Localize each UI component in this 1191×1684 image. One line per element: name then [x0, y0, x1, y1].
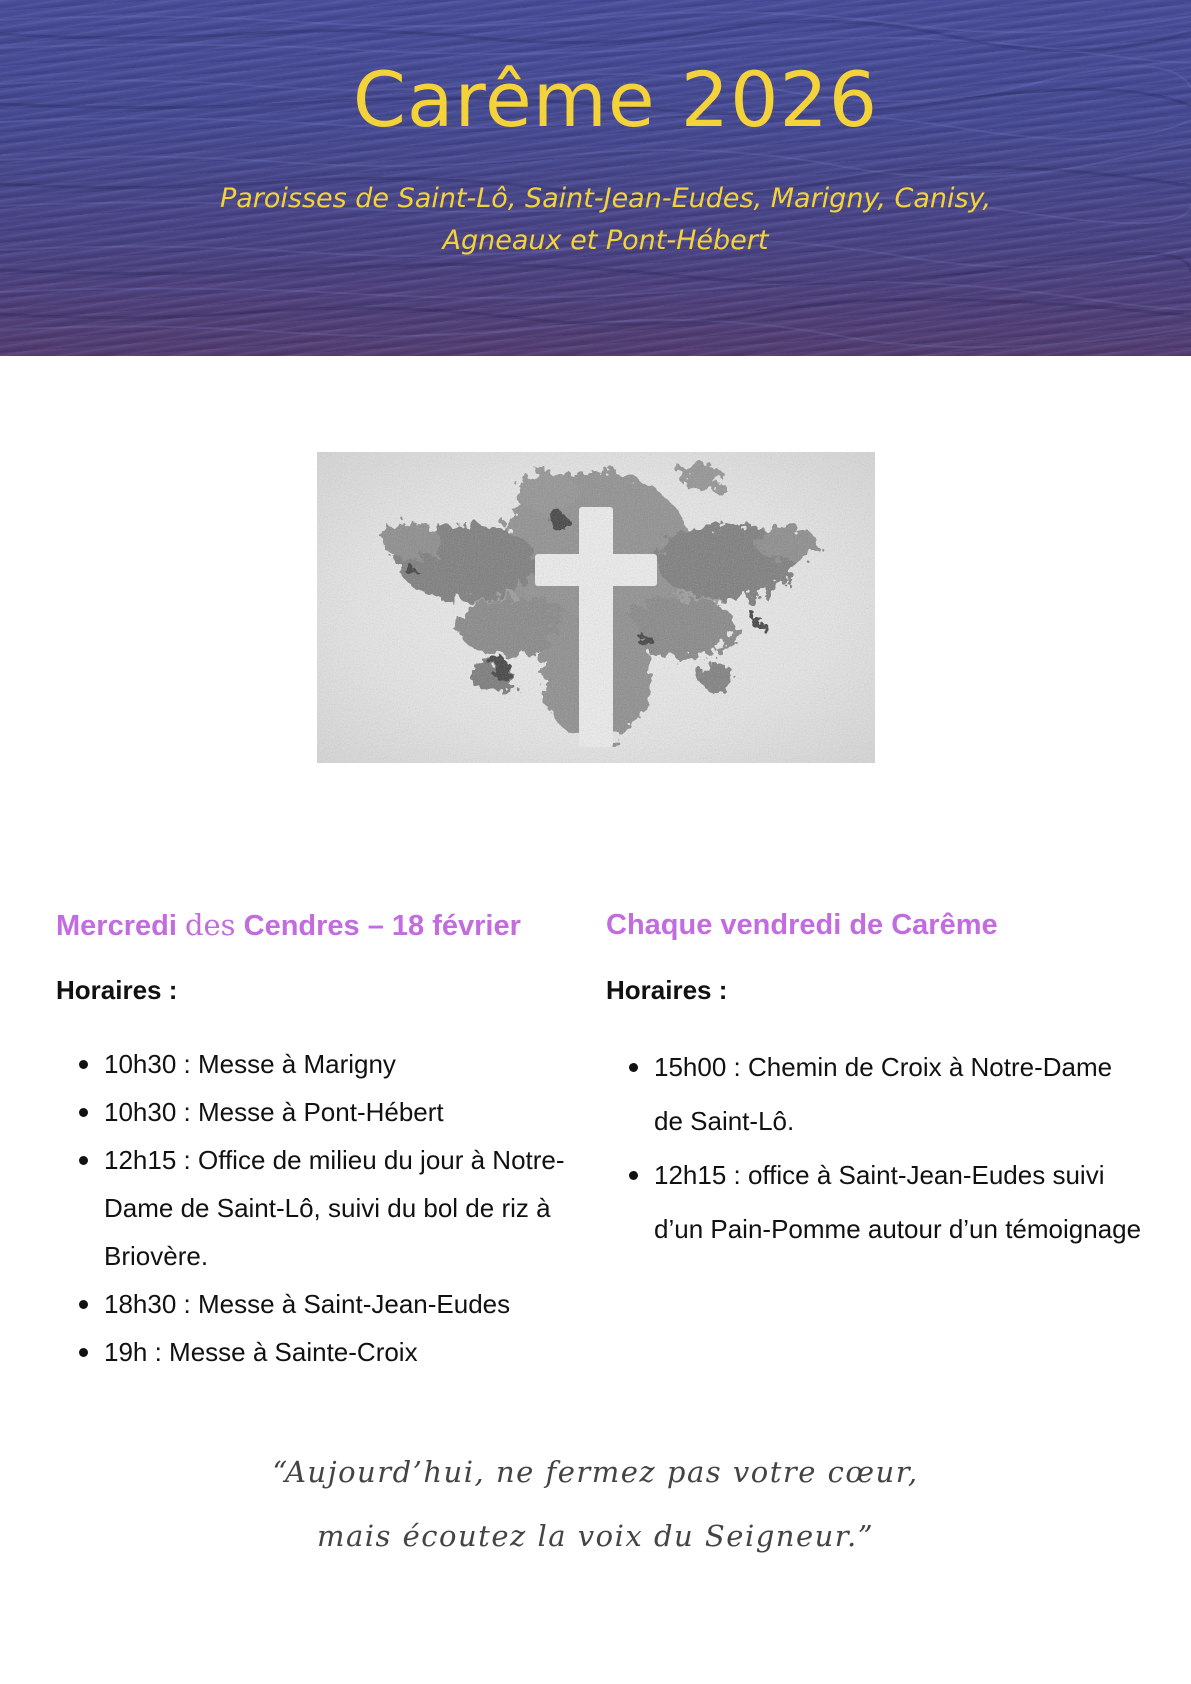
ash-wednesday-schedule [56, 1040, 576, 1376]
header-banner [0, 0, 1191, 356]
schedule-item: 15h00 : Chemin de Croix à Notre-Dame de Saint-Lô. [654, 1040, 1146, 1148]
lent-fridays-schedule [606, 1040, 1146, 1256]
schedule-item: 12h15 : Office de milieu du jour à Notre-Dame de Saint-Lô, suivi du bol de riz à Briovère. [104, 1136, 576, 1280]
banner-subtitle [0, 178, 1191, 262]
ash-wednesday-heading: Mercredi des Cendres – 18 février [56, 908, 521, 942]
banner-subtitle-line1: Paroisses de Saint-Lô, Saint-Jean-Eudes, Marigny, Canisy, [219, 183, 992, 214]
schedule-item: 12h15 : office à Saint-Jean-Eudes suivi d’un Pain-Pomme autour d’un témoignage [654, 1148, 1146, 1256]
schedule-item: 10h30 : Messe à Pont-Hébert [104, 1088, 576, 1136]
lent-fridays-heading: Chaque vendredi de Carême [606, 909, 998, 941]
scripture-quote [0, 1440, 1191, 1568]
schedule-item: 18h30 : Messe à Saint-Jean-Eudes [104, 1280, 576, 1328]
schedule-item: 10h30 : Messe à Marigny [104, 1040, 576, 1088]
schedule-label: Horaires : [56, 975, 178, 1005]
schedule-label: Horaires : [606, 975, 728, 1005]
ash-wednesday-section [56, 900, 576, 1367]
lent-fridays-section [606, 900, 1146, 1244]
ash-cross-photo [317, 452, 875, 763]
quote-line2: mais écoutez la voix du Seigneur.” [316, 1519, 875, 1553]
quote-line1: “Aujourd’hui, ne fermez pas votre cœur, [272, 1455, 919, 1489]
ash-cross-icon [317, 452, 875, 763]
banner-title: Carême 2026 [352, 55, 879, 144]
banner-subtitle-line2: Agneaux et Pont-Hébert [442, 225, 769, 256]
schedule-item: 19h : Messe à Sainte-Croix [104, 1328, 576, 1376]
